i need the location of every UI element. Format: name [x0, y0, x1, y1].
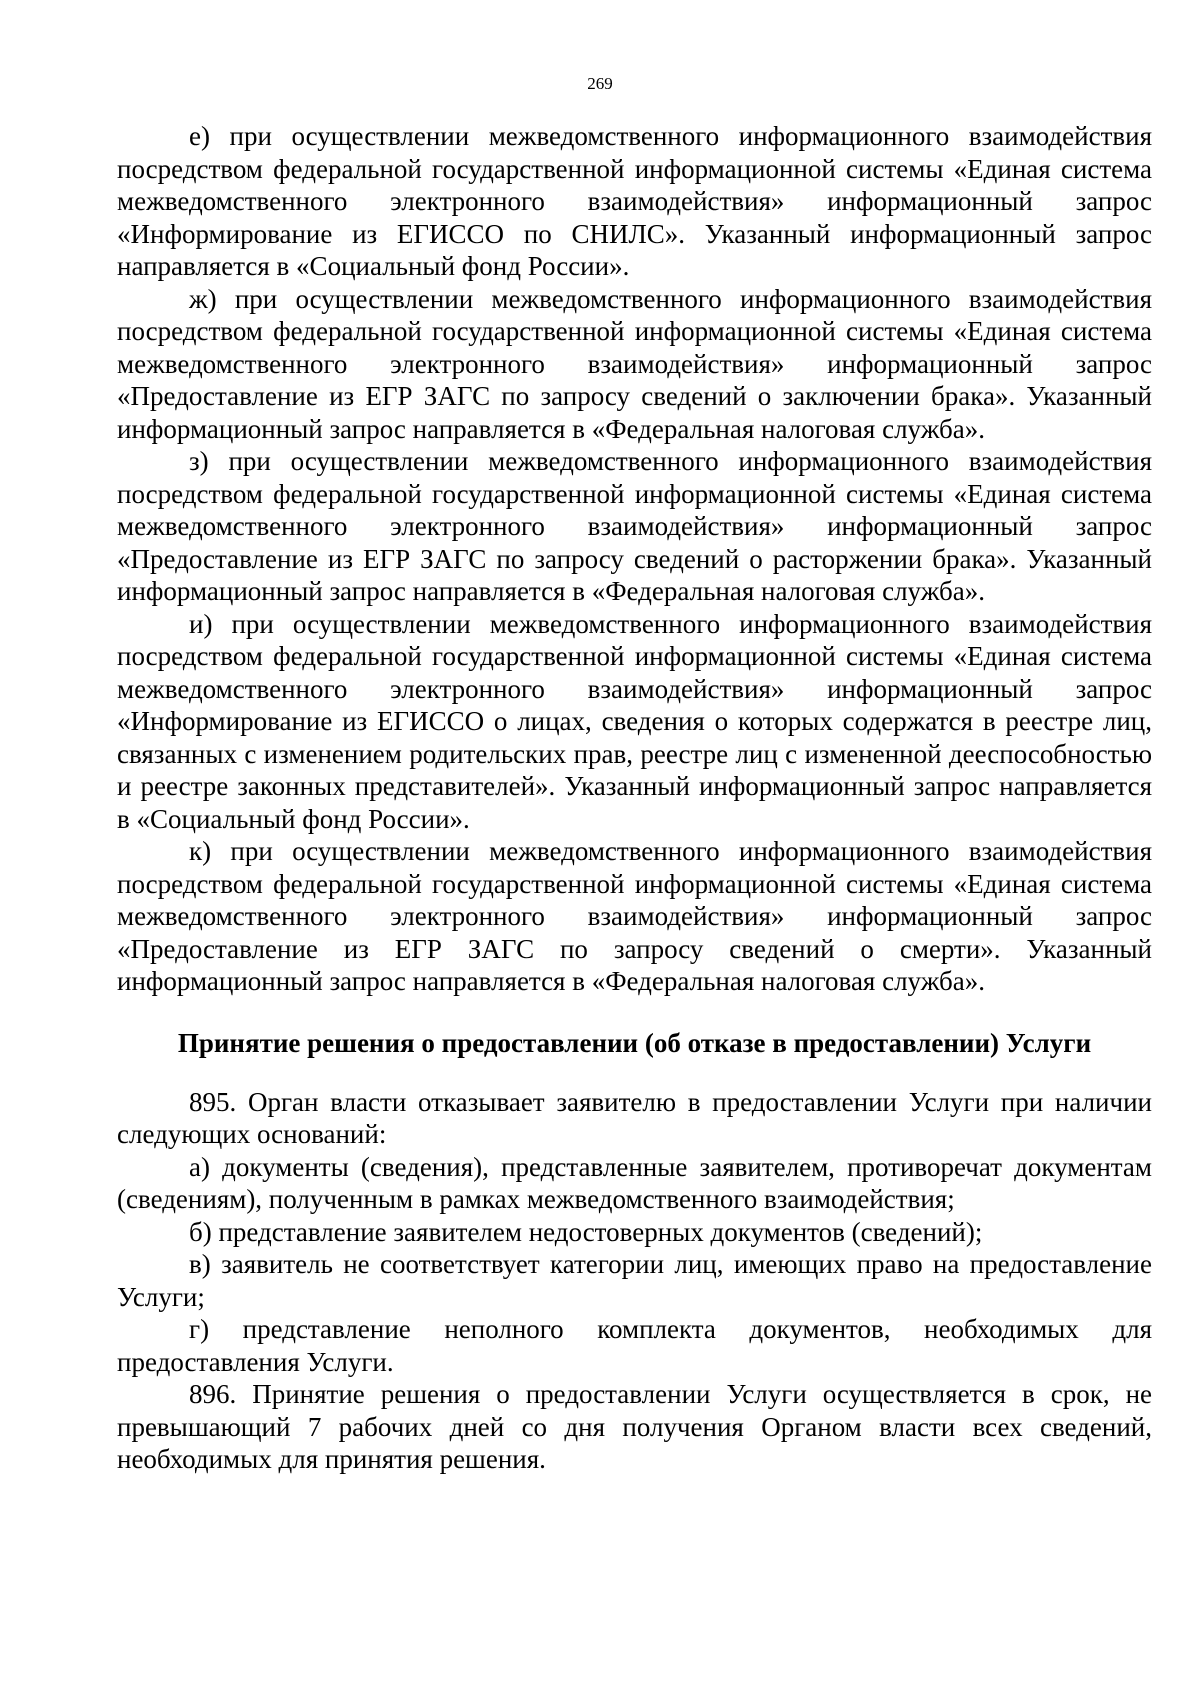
paragraph-b: б) представление заявителем недостоверных документов (сведений); — [189, 1216, 983, 1247]
paragraph-z: з) при осуществлении межведомственного информационного взаимодействия посредством федеральной государственной информационной системы «Единая система межведомственного электронного взаимодействия» информационный запрос «Предоставление из ЕГР ЗАГС по запросу сведений о расторжении брака». Указанный информационный запрос направляется в «Федеральная налоговая служба». — [117, 446, 1152, 606]
paragraph-896: 896. Принятие решения о предоставлении Услуги осуществляется в срок, не превышающий 7 рабочих дней со дня получения Органом власти всех сведений, необходимых для принятия решения. — [117, 1379, 1152, 1474]
paragraph-g: г) представление неполного комплекта документов, необходимых для предоставления Услуги. — [117, 1314, 1152, 1377]
paragraph-a: а) документы (сведения), представленные заявителем, противоречат документам (сведениям), полученным в рамках межведомственного взаимодействия; — [117, 1151, 1152, 1214]
document-body — [117, 120, 1152, 1476]
paragraph-v: в) заявитель не соответствует категории лиц, имеющих право на предоставление Услуги; — [117, 1249, 1152, 1312]
section-heading: Принятие решения о предоставлении (об отказе в предоставлении) Услуги — [177, 1027, 1092, 1058]
paragraph-zh: ж) при осуществлении межведомственного информационного взаимодействия посредством федеральной государственной информационной системы «Единая система межведомственного электронного взаимодействия» информационный запрос «Предоставление из ЕГР ЗАГС по запросу сведений о заключении брака». Указанный информационный запрос направляется в «Федеральная налоговая служба». — [117, 283, 1152, 444]
paragraph-e: е) при осуществлении межведомственного информационного взаимодействия посредством федеральной государственной информационной системы «Единая система межведомственного электронного взаимодействия» информационный запрос «Информирование из ЕГИССО по СНИЛС». Указанный информационный запрос направляется в «Социальный фонд России». — [117, 121, 1152, 281]
page-number: 269 — [587, 74, 613, 93]
paragraph-k: к) при осуществлении межведомственного информационного взаимодействия посредством федеральной государственной информационной системы «Единая система межведомственного электронного взаимодействия» информационный запрос «Предоставление из ЕГР ЗАГС по запросу сведений о смерти». Указанный информационный запрос направляется в «Федеральная налоговая служба». — [117, 836, 1152, 996]
paragraph-895: 895. Орган власти отказывает заявителю в предоставлении Услуги при наличии следующих оснований: — [117, 1086, 1152, 1149]
paragraph-i: и) при осуществлении межведомственного информационного взаимодействия посредством федеральной государственной информационной системы «Единая система межведомственного электронного взаимодействия» информационный запрос «Информирование из ЕГИССО о лицах, сведения о которых содержатся в реестре лиц, связанных с изменением родительских прав, реестре лиц с измененной дееспособностью и реестре законных представителей». Указанный информационный запрос направляется в «Социальный фонд России». — [117, 608, 1152, 834]
